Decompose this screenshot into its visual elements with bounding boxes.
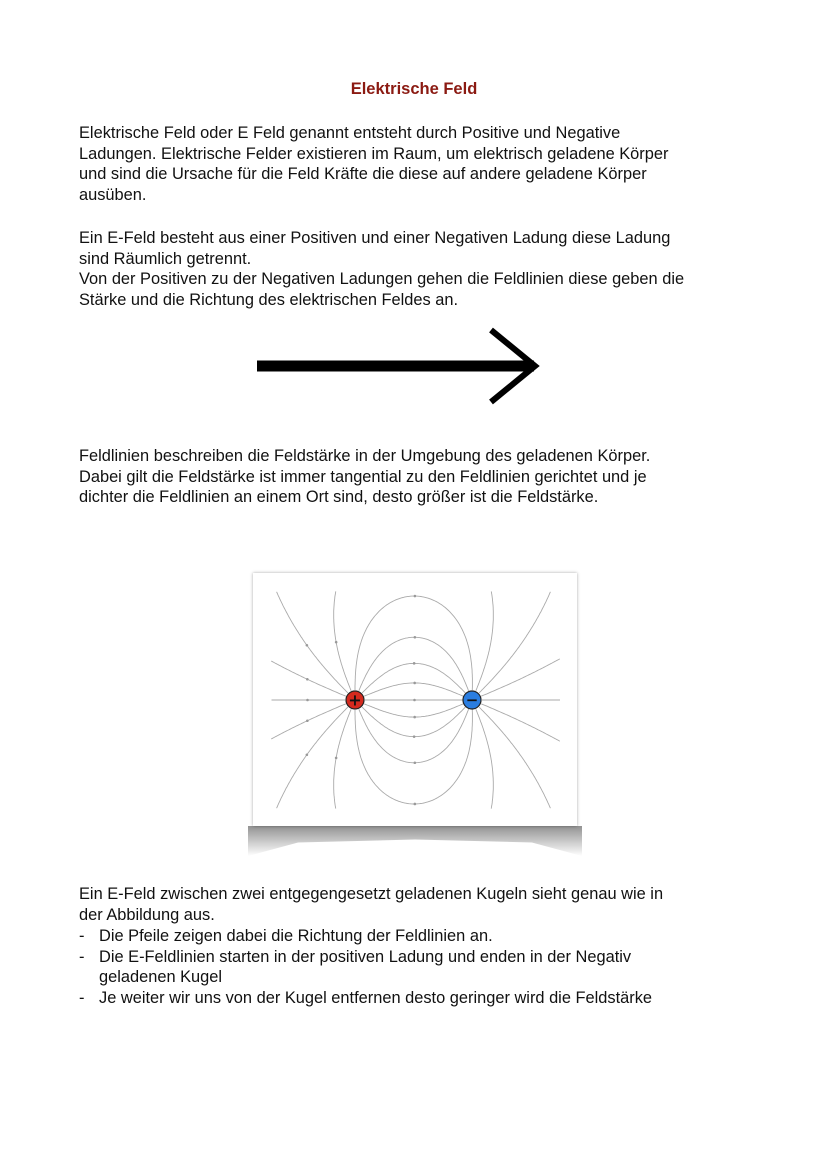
field-line xyxy=(479,707,550,808)
text-line: Ein E-Feld zwischen zwei entgegengesetzt geladenen Kugeln sieht genau wie in xyxy=(79,885,664,903)
text-line: Elektrische Feld oder E Feld genannt entsteht durch Positive und Negative xyxy=(79,124,621,142)
field-line xyxy=(355,596,472,690)
text-line: geladenen Kugel xyxy=(99,968,223,987)
field-arrow-marker xyxy=(414,595,417,598)
positive-charge xyxy=(346,691,364,710)
text-line: und sind die Ursache für die Feld Kräfte die diese auf andere geladene Körper xyxy=(79,165,647,184)
field-arrow-marker xyxy=(413,716,416,719)
minus-icon: − xyxy=(465,691,479,709)
text-line: Ein E-Feld besteht aus einer Positiven und einer Negativen Ladung diese Ladung xyxy=(79,229,671,247)
list-item xyxy=(79,947,652,988)
text-line: Je weiter wir uns von der Kugel entfernen desto geringer wird die Feldstärke xyxy=(99,989,653,1008)
paragraph-field-lines xyxy=(79,446,650,508)
text-line: sind Räumlich getrennt. xyxy=(79,249,252,268)
dipole-field-figure xyxy=(253,573,577,826)
field-line xyxy=(364,683,463,696)
paragraph-intro xyxy=(79,123,668,206)
text-line: Stärke und die Richtung des elektrischen Feldes an. xyxy=(79,291,459,310)
bullet-list xyxy=(79,926,652,1009)
text-line: Die E-Feldlinien starten in der positiven Ladung und enden in der Negativ xyxy=(99,947,632,966)
field-line xyxy=(364,704,463,717)
field-arrow-marker xyxy=(306,678,309,681)
negative-charge xyxy=(463,691,481,709)
text-line: Feldlinien beschreiben die Feldstärke in der Umgebung des geladenen Körper. xyxy=(79,447,651,465)
bullet-dash: - xyxy=(79,989,85,1008)
field-arrow-marker xyxy=(335,641,338,644)
field-arrow-marker xyxy=(413,699,416,702)
field-arrow-marker xyxy=(414,803,417,806)
field-arrow-marker xyxy=(306,719,309,722)
text-line: dichter die Feldlinien an einem Ort sind, desto größer ist die Feldstärke. xyxy=(79,488,599,507)
bullet-dash: - xyxy=(79,947,85,966)
field-line xyxy=(362,707,466,737)
field-arrow-marker xyxy=(306,699,309,702)
text-line: Von der Positiven zu der Negativen Ladungen gehen die Feldlinien diese geben die xyxy=(79,270,685,289)
field-line xyxy=(479,592,550,693)
bullet-dash: - xyxy=(79,927,85,945)
field-arrow-marker xyxy=(335,757,338,760)
arrow-right-icon xyxy=(250,325,550,410)
list-item xyxy=(79,926,652,947)
field-line xyxy=(481,704,560,741)
text-line: ausüben. xyxy=(79,186,147,205)
text-line: Ladungen. Elektrische Felder existieren im Raum, um elektrisch geladene Körper xyxy=(79,144,669,163)
field-arrow-marker xyxy=(414,761,417,764)
field-arrow-marker xyxy=(414,636,417,639)
field-arrow-marker xyxy=(413,735,416,738)
plus-icon: + xyxy=(348,690,362,710)
field-arrow-marker xyxy=(413,682,416,685)
paragraph-e-field xyxy=(79,228,684,311)
field-arrow-marker xyxy=(413,662,416,665)
text-line: Die Pfeile zeigen dabei die Richtung der Feldlinien an. xyxy=(99,927,493,945)
field-line xyxy=(476,709,494,808)
field-line xyxy=(476,591,494,690)
list-item xyxy=(79,988,652,1009)
text-line: der Abbildung aus. xyxy=(79,905,215,924)
figure-shadow xyxy=(248,826,582,856)
field-line xyxy=(355,709,472,805)
field-line xyxy=(481,659,560,696)
text-line: Dabei gilt die Feldstärke ist immer tangential zu den Feldlinien gerichtet und je xyxy=(79,467,647,486)
field-line xyxy=(362,663,466,693)
paragraph-conclusion xyxy=(79,884,663,925)
field-arrow-marker xyxy=(306,753,309,756)
field-lines-diagram xyxy=(253,573,577,826)
page-title: Elektrische Feld xyxy=(350,80,478,98)
field-arrow-marker xyxy=(306,644,309,647)
